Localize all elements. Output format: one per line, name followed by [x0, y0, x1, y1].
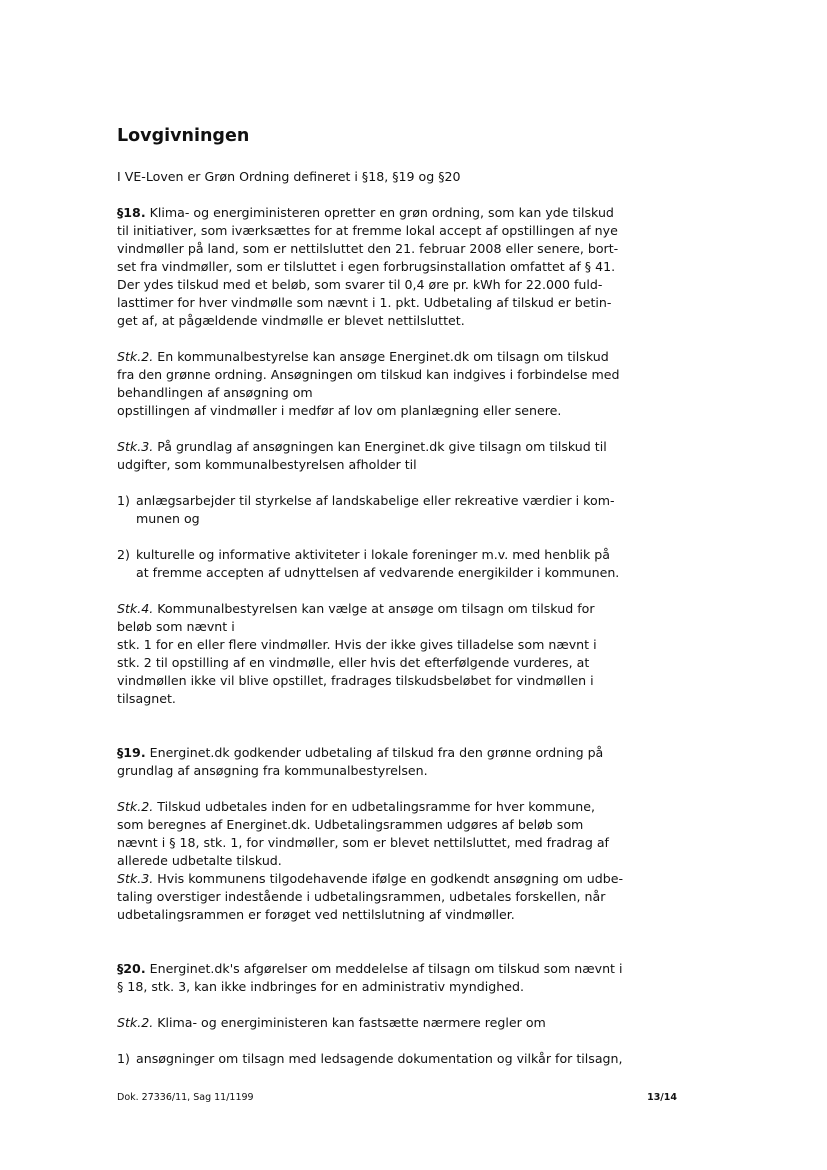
page-title: Lovgivningen — [117, 126, 250, 146]
page-footer — [117, 1092, 677, 1104]
stk-line: nævnt i § 18, stk. 1, for vindmøller, som er blevet nettilsluttet, med fradrag af — [117, 835, 609, 850]
list-item — [117, 1050, 637, 1068]
page-number: 13/14 — [647, 1092, 677, 1103]
stk-line: Stk.2. Tilskud udbetales inden for en udbetalingsramme for hver kommune, — [117, 799, 596, 814]
document-body — [117, 124, 637, 1068]
section-18-line-6: lasttimer for hver vindmølle som nævnt i 1. pkt. Udbetaling af tilskud er betin- — [117, 295, 612, 310]
stk-line: udgifter, som kommunalbestyrelsen afholder til — [117, 457, 417, 472]
stk-line: stk. 1 for en eller flere vindmøller. Hvis der ikke gives tilladelse som nævnt i — [117, 637, 597, 652]
document-reference: Dok. 27336/11, Sag 11/1199 — [117, 1092, 254, 1103]
section-20-line-2: § 18, stk. 3, kan ikke indbringes for en administrativ myndighed. — [117, 979, 524, 994]
stk-line: fra den grønne ordning. Ansøgningen om tilskud kan indgives i forbindelse med — [117, 367, 620, 382]
section-20-label: §20. — [117, 961, 146, 976]
stk-label: Stk.2. — [117, 1015, 154, 1030]
stk-line: tilsagnet. — [117, 691, 176, 706]
section-18-line-3: vindmøller på land, som er nettilsluttet den 21. februar 2008 eller senere, bort- — [117, 241, 619, 256]
stk-line: Stk.3. Hvis kommunens tilgodehavende ifølge en godkendt ansøgning om udbe- — [117, 871, 624, 886]
section-19-line-1: §19. Energinet.dk godkender udbetaling af tilskud fra den grønne ordning på — [117, 745, 604, 760]
stk-line: stk. 2 til opstilling af en vindmølle, eller hvis det efterfølgende vurderes, at — [117, 655, 590, 670]
stk-line: Stk.2. En kommunalbestyrelse kan ansøge Energinet.dk om tilsagn om tilskud — [117, 349, 609, 364]
stk-label: Stk.4. — [117, 601, 154, 616]
stk-line: udbetalingsrammen er forøget ved nettilslutning af vindmøller. — [117, 907, 515, 922]
stk-line: allerede udbetalte tilskud. — [117, 853, 282, 868]
list-item — [117, 546, 637, 582]
section-19-label: §19. — [117, 745, 146, 760]
stk-label: Stk.3. — [117, 439, 154, 454]
list-item-text: ansøgninger om tilsagn med ledsagende dokumentation og vilkår for tilsagn, — [136, 1051, 623, 1066]
list-item — [117, 492, 637, 528]
intro-text: I VE-Loven er Grøn Ordning defineret i §18, §19 og §20 — [117, 169, 461, 184]
section-18-line-5: Der ydes tilskud med et beløb, som svarer til 0,4 øre pr. kWh for 22.000 fuld- — [117, 277, 603, 292]
stk-label: Stk.2. — [117, 349, 154, 364]
stk-label: Stk.2. — [117, 799, 154, 814]
list-item-text: munen og — [136, 511, 200, 526]
section-19-line-2: grundlag af ansøgning fra kommunalbestyrelsen. — [117, 763, 428, 778]
stk-line: Stk.3. På grundlag af ansøgningen kan Energinet.dk give tilsagn om tilskud til — [117, 439, 607, 454]
section-18-line-2: til initiativer, som iværksættes for at fremme lokal accept af opstillingen af nye — [117, 223, 618, 238]
list-item-text: kulturelle og informative aktiviteter i lokale foreninger m.v. med henblik på — [136, 547, 610, 562]
section-18-line-1: §18. Klima- og energiministeren opretter en grøn ordning, som kan yde tilskud — [117, 205, 614, 220]
list-number: 2) — [117, 547, 130, 562]
stk-line: behandlingen af ansøgning om — [117, 385, 313, 400]
stk-line: taling overstiger indestående i udbetalingsrammen, udbetales forskellen, når — [117, 889, 606, 904]
section-20-stk-2 — [117, 1014, 637, 1032]
section-18-line-7: get af, at pågældende vindmølle er blevet nettilsluttet. — [117, 313, 465, 328]
list-number: 1) — [117, 493, 130, 508]
section-18-stk-2 — [117, 348, 637, 420]
stk-line: vindmøllen ikke vil blive opstillet, fradrages tilskudsbeløbet for vindmøllen i — [117, 673, 594, 688]
section-18 — [117, 204, 637, 330]
section-20 — [117, 960, 637, 996]
stk-label: Stk.3. — [117, 871, 154, 886]
section-18-stk-3 — [117, 438, 637, 474]
stk-line: beløb som nævnt i — [117, 619, 235, 634]
section-19 — [117, 744, 637, 780]
section-19-stk-2-3 — [117, 798, 637, 924]
list-item-text: anlægsarbejder til styrkelse af landskabelige eller rekreative værdier i kom- — [136, 493, 615, 508]
stk-line: opstillingen af vindmøller i medfør af lov om planlægning eller senere. — [117, 403, 562, 418]
list-number: 1) — [117, 1051, 130, 1066]
section-18-stk-4 — [117, 600, 637, 708]
section-18-label: §18. — [117, 205, 146, 220]
section-18-line-4: set fra vindmøller, som er tilsluttet i egen forbrugsinstallation omfattet af § 41. — [117, 259, 616, 274]
stk-line: Stk.2. Klima- og energiministeren kan fastsætte nærmere regler om — [117, 1015, 546, 1030]
stk-line: Stk.4. Kommunalbestyrelsen kan vælge at ansøge om tilsagn om tilskud for — [117, 601, 595, 616]
list-item-text: at fremme accepten af udnyttelsen af vedvarende energikilder i kommunen. — [136, 565, 620, 580]
section-20-line-1: §20. Energinet.dk's afgørelser om meddelelse af tilsagn om tilskud som nævnt i — [117, 961, 623, 976]
stk-line: som beregnes af Energinet.dk. Udbetalingsrammen udgøres af beløb som — [117, 817, 584, 832]
